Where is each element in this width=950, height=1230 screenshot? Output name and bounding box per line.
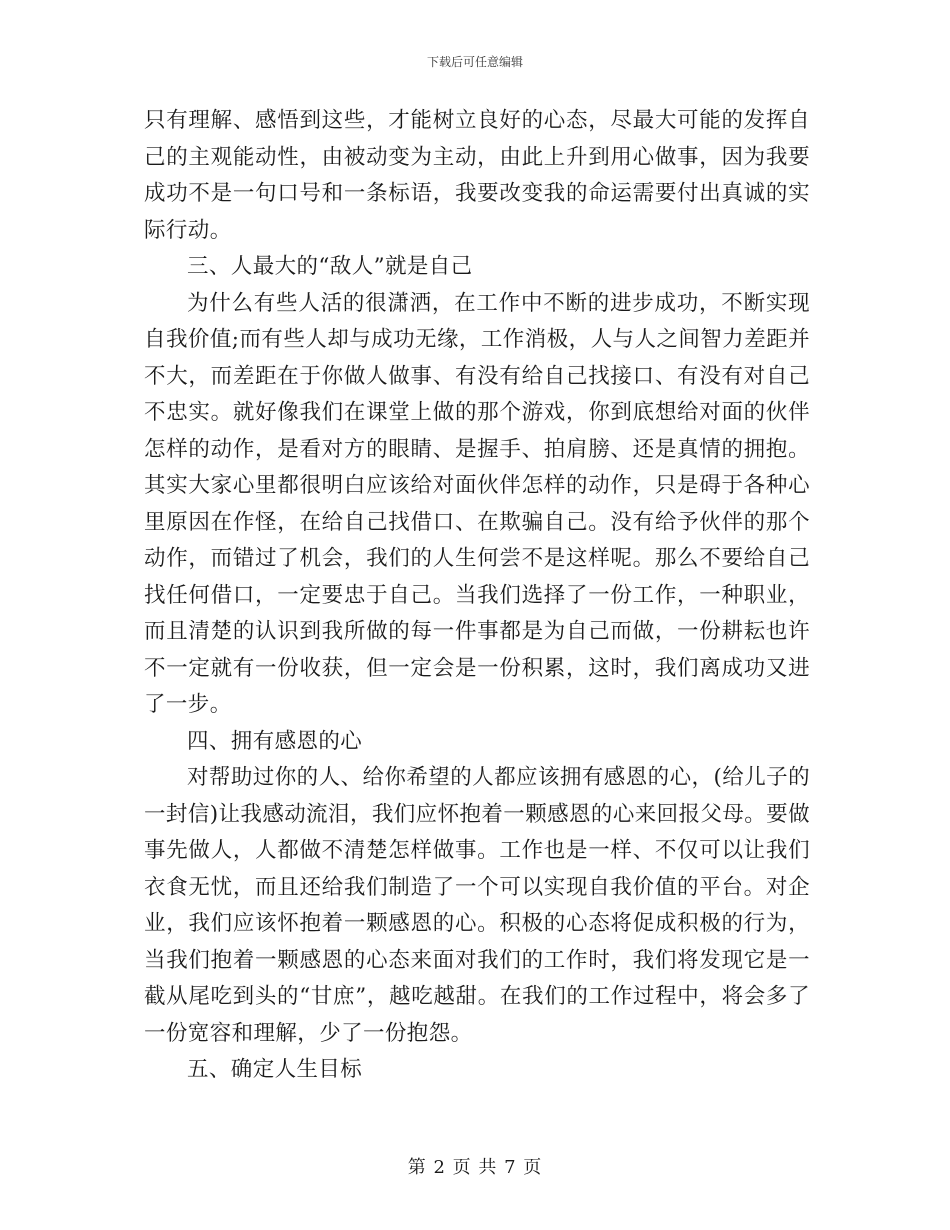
document-body bbox=[144, 103, 810, 1089]
paragraph-section-3: 为什么有些人活的很潇洒，在工作中不断的进步成功，不断实现自我价值;而有些人却与成功无缘，工作消极，人与人之间智力差距并不大，而差距在于你做人做事、有没有给自己找接口、有没有对自己不忠实。就好像我们在课堂上做的那个游戏，你到底想给对面的伙伴怎样的动作，是看对方的眼睛、是握手、拍肩膀、还是真情的拥抱。其实大家心里都很明白应该给对面伙伴怎样的动作，只是碍于各种心里原因在作怪，在给自己找借口、在欺骗自己。没有给予伙伴的那个动作，而错过了机会，我们的人生何尝不是这样呢。那么不要给自己找任何借口，一定要忠于自己。当我们选择了一份工作，一种职业，而且清楚的认识到我所做的每一件事都是为自己而做，一份耕耘也许不一定就有一份收获，但一定会是一份积累，这时，我们离成功又进了一步。 bbox=[144, 290, 810, 717]
section-heading-3: 三、人最大的“敌人”就是自己 bbox=[187, 254, 473, 279]
page-header: 下载后可任意编辑 bbox=[426, 55, 523, 69]
paragraph-section-4: 对帮助过你的人、给你希望的人都应该拥有感恩的心，(给儿子的一封信)让我感动流泪，我们应怀抱着一颗感恩的心来回报父母。要做事先做人，人都做不清楚怎样做事。工作也是一样、不仅可以让我们衣食无忧，而且还给我们制造了一个可以实现自我价值的平台。对企业，我们应该怀抱着一颗感恩的心。积极的心态将促成积极的行为，当我们抱着一颗感恩的心态来面对我们的工作时，我们将发现它是一截从尾吃到头的“甘庶”，越吃越甜。在我们的工作过程中，将会多了一份宽容和理解，少了一份抱怨。 bbox=[144, 765, 810, 1046]
section-heading-5: 五、确定人生目标 bbox=[187, 1057, 363, 1082]
section-heading-4: 四、拥有感恩的心 bbox=[187, 728, 363, 754]
paragraph-continuation: 只有理解、感悟到这些，才能树立良好的心态，尽最大可能的发挥自己的主观能动性，由被动变为主动，由此上升到用心做事，因为我要成功不是一句口号和一条标语，我要改变我的命运需要付出真诚的实际行动。 bbox=[144, 108, 810, 243]
page-footer: 第 2 页 共 7 页 bbox=[407, 1157, 543, 1178]
